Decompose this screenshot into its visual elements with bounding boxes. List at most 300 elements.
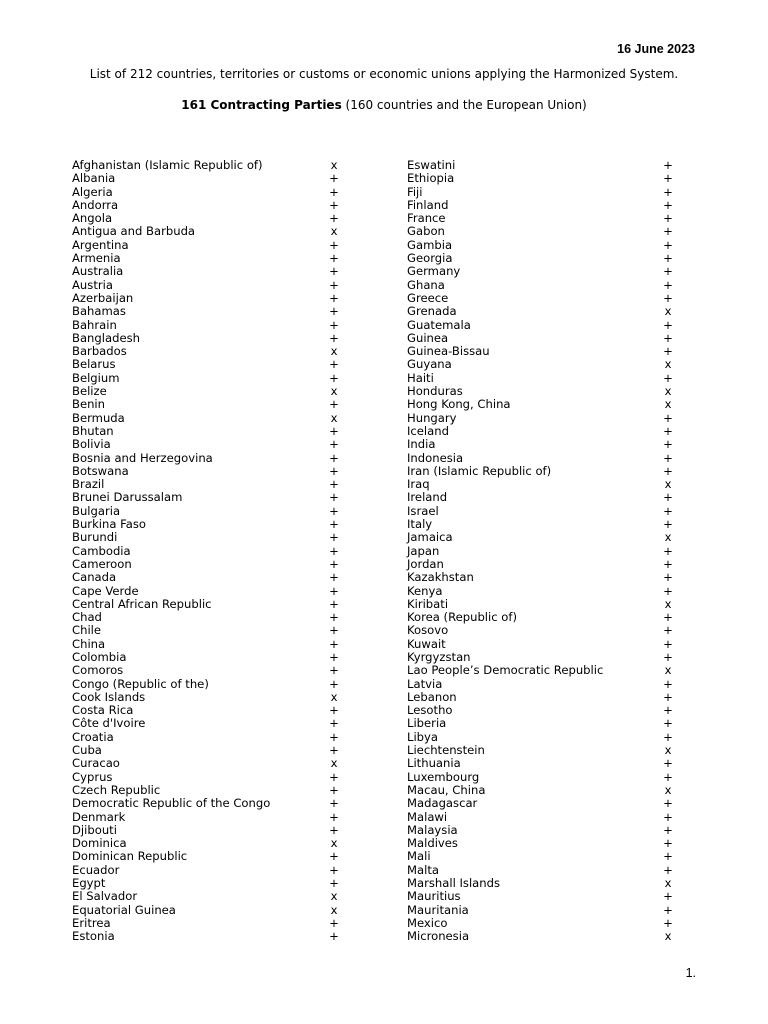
contracting-parties-heading — [0, 98, 768, 112]
country-row — [72, 425, 342, 438]
country-row — [407, 877, 675, 890]
country-row — [407, 518, 675, 531]
status-mark: + — [329, 397, 339, 412]
country-name: Dominican Republic — [72, 849, 188, 864]
country-name: Italy — [407, 517, 433, 532]
country-name: Guatemala — [407, 317, 471, 332]
country-name: Hong Kong, China — [407, 397, 511, 412]
status-mark: x — [664, 477, 672, 492]
country-row — [407, 917, 675, 930]
country-row — [407, 212, 675, 225]
country-row — [72, 771, 342, 784]
country-row — [72, 691, 342, 704]
country-row — [407, 744, 675, 757]
country-row — [407, 558, 675, 571]
country-name: Cuba — [72, 743, 102, 758]
country-row — [407, 611, 675, 624]
status-mark: + — [663, 676, 673, 691]
status-mark: + — [329, 370, 339, 385]
country-name: Bangladesh — [72, 330, 140, 345]
status-mark: x — [664, 743, 672, 758]
country-row — [407, 279, 675, 292]
country-name: Barbados — [72, 344, 127, 359]
document-date: 16 June 2023 — [617, 42, 695, 56]
country-row — [72, 491, 342, 504]
country-row — [72, 598, 342, 611]
country-row — [72, 890, 342, 903]
country-row — [72, 505, 342, 518]
country-row — [407, 890, 675, 903]
contracting-parties-count: 161 Contracting Parties — [181, 98, 342, 112]
country-row — [407, 598, 675, 611]
country-name: Libya — [407, 729, 439, 744]
country-row — [72, 717, 342, 730]
country-name: Belize — [72, 384, 107, 399]
status-mark: + — [663, 344, 673, 359]
country-row — [407, 638, 675, 651]
country-name: Algeria — [72, 184, 113, 199]
country-row — [407, 651, 675, 664]
status-mark: x — [330, 224, 338, 239]
status-mark: + — [329, 423, 339, 438]
country-row — [407, 771, 675, 784]
status-mark: + — [663, 410, 673, 425]
status-mark: + — [663, 583, 673, 598]
status-mark: + — [663, 889, 673, 904]
country-name: France — [407, 211, 446, 226]
status-mark: + — [663, 171, 673, 186]
country-name: Bahrain — [72, 317, 117, 332]
status-mark: x — [330, 756, 338, 771]
country-name: Côte d'Ivoire — [72, 716, 146, 731]
status-mark: x — [330, 410, 338, 425]
country-name: Chad — [72, 610, 102, 625]
status-mark: + — [663, 729, 673, 744]
status-mark: + — [663, 862, 673, 877]
country-name: Cape Verde — [72, 583, 139, 598]
status-mark: + — [329, 676, 339, 691]
status-mark: + — [329, 649, 339, 664]
status-mark: + — [329, 849, 339, 864]
country-name: Hungary — [407, 410, 457, 425]
status-mark: + — [663, 224, 673, 239]
status-mark: + — [329, 543, 339, 558]
status-mark: x — [664, 782, 672, 797]
country-name: Fiji — [407, 184, 423, 199]
country-row — [72, 824, 342, 837]
status-mark: + — [329, 915, 339, 930]
country-row — [72, 478, 342, 491]
country-row — [407, 624, 675, 637]
country-row — [407, 265, 675, 278]
status-mark: x — [330, 689, 338, 704]
status-mark: + — [663, 490, 673, 505]
country-row — [407, 438, 675, 451]
country-row — [72, 518, 342, 531]
country-row — [72, 412, 342, 425]
country-name: Estonia — [72, 929, 115, 944]
country-name: Japan — [407, 543, 440, 558]
country-row — [407, 332, 675, 345]
country-name: Macau, China — [407, 782, 486, 797]
country-row — [407, 824, 675, 837]
country-name: Cyprus — [72, 769, 113, 784]
country-row — [72, 571, 342, 584]
country-name: Democratic Republic of the Congo — [72, 796, 271, 811]
status-mark: + — [663, 769, 673, 784]
country-row — [407, 252, 675, 265]
country-row — [407, 864, 675, 877]
country-row — [72, 917, 342, 930]
country-name: Honduras — [407, 384, 463, 399]
status-mark: x — [664, 929, 672, 944]
status-mark: x — [664, 876, 672, 891]
status-mark: x — [664, 304, 672, 319]
country-row — [72, 279, 342, 292]
status-mark: + — [663, 184, 673, 199]
status-mark: + — [329, 782, 339, 797]
country-name: Guyana — [407, 357, 452, 372]
country-name: Korea (Republic of) — [407, 610, 518, 625]
status-mark: + — [663, 290, 673, 305]
country-name: Cook Islands — [72, 689, 146, 704]
status-mark: + — [663, 636, 673, 651]
country-name: Bhutan — [72, 423, 114, 438]
country-row — [407, 717, 675, 730]
country-row — [72, 159, 342, 172]
country-row — [72, 731, 342, 744]
status-mark: + — [329, 822, 339, 837]
country-name: Austria — [72, 277, 113, 292]
country-row — [72, 438, 342, 451]
country-row — [407, 305, 675, 318]
status-mark: + — [329, 463, 339, 478]
status-mark: + — [329, 477, 339, 492]
status-mark: + — [663, 197, 673, 212]
country-name: Bulgaria — [72, 503, 121, 518]
country-name: Indonesia — [407, 450, 464, 465]
status-mark: + — [663, 277, 673, 292]
country-row — [72, 465, 342, 478]
country-row — [407, 545, 675, 558]
status-mark: x — [664, 663, 672, 678]
country-name: Lao People’s Democratic Republic — [407, 663, 604, 678]
status-mark: + — [663, 517, 673, 532]
country-row — [72, 345, 342, 358]
country-name: Denmark — [72, 809, 126, 824]
status-mark: + — [329, 623, 339, 638]
country-name: Bolivia — [72, 437, 111, 452]
status-mark: + — [329, 290, 339, 305]
country-row — [72, 624, 342, 637]
country-name: India — [407, 437, 436, 452]
country-name: Eritrea — [72, 915, 111, 930]
status-mark: + — [329, 197, 339, 212]
country-name: Malaysia — [407, 822, 458, 837]
country-row — [72, 757, 342, 770]
country-name: Afghanistan (Islamic Republic of) — [72, 158, 263, 172]
country-name: Israel — [407, 503, 439, 518]
country-name: Lebanon — [407, 689, 457, 704]
country-name: Comoros — [72, 663, 124, 678]
status-mark: + — [329, 796, 339, 811]
status-mark: + — [329, 357, 339, 372]
status-mark: + — [329, 876, 339, 891]
country-name: Madagascar — [407, 796, 478, 811]
country-row — [407, 678, 675, 691]
status-mark: x — [330, 384, 338, 399]
status-mark: + — [663, 158, 673, 172]
country-name: Malta — [407, 862, 439, 877]
country-name: Armenia — [72, 251, 121, 266]
country-name: Dominica — [72, 836, 127, 851]
country-name: Azerbaijan — [72, 290, 134, 305]
country-row — [72, 385, 342, 398]
country-row — [72, 704, 342, 717]
status-mark: + — [663, 716, 673, 731]
country-row — [72, 239, 342, 252]
country-name: Brazil — [72, 477, 105, 492]
country-name: Albania — [72, 171, 116, 186]
status-mark: + — [663, 689, 673, 704]
status-mark: x — [330, 344, 338, 359]
country-name: Equatorial Guinea — [72, 902, 176, 917]
country-name: Antigua and Barbuda — [72, 224, 196, 239]
country-row — [407, 505, 675, 518]
status-mark: x — [330, 889, 338, 904]
status-mark: + — [663, 450, 673, 465]
country-row — [407, 425, 675, 438]
country-name: Ethiopia — [407, 171, 455, 186]
country-row — [72, 531, 342, 544]
status-mark: + — [663, 836, 673, 851]
status-mark: + — [329, 171, 339, 186]
status-mark: + — [329, 503, 339, 518]
status-mark: + — [329, 277, 339, 292]
country-name: Australia — [72, 264, 124, 279]
status-mark: + — [329, 304, 339, 319]
country-row — [72, 452, 342, 465]
status-mark: + — [663, 251, 673, 266]
country-row — [72, 678, 342, 691]
country-name: Liechtenstein — [407, 743, 485, 758]
country-name: El Salvador — [72, 889, 138, 904]
country-name: Maldives — [407, 836, 458, 851]
country-name: Canada — [72, 570, 117, 585]
country-name: Mexico — [407, 915, 448, 930]
country-name: Kiribati — [407, 596, 449, 611]
status-mark: + — [663, 237, 673, 252]
country-row — [72, 904, 342, 917]
country-name: Andorra — [72, 197, 119, 212]
status-mark: + — [663, 211, 673, 226]
country-row — [407, 691, 675, 704]
country-row — [72, 877, 342, 890]
status-mark: x — [330, 158, 338, 172]
country-row — [72, 305, 342, 318]
country-row — [407, 186, 675, 199]
country-row — [72, 837, 342, 850]
country-name: Egypt — [72, 876, 106, 891]
country-name: Marshall Islands — [407, 876, 501, 891]
country-row — [407, 784, 675, 797]
country-name: Guinea-Bissau — [407, 344, 490, 359]
country-name: Central African Republic — [72, 596, 212, 611]
country-name: Kazakhstan — [407, 570, 474, 585]
country-name: Germany — [407, 264, 461, 279]
status-mark: + — [329, 251, 339, 266]
country-name: Burundi — [72, 530, 118, 545]
status-mark: + — [329, 636, 339, 651]
country-row — [72, 212, 342, 225]
country-name: China — [72, 636, 106, 651]
status-mark: + — [329, 556, 339, 571]
country-name: Bahamas — [72, 304, 126, 319]
country-row — [72, 797, 342, 810]
country-row — [72, 319, 342, 332]
status-mark: + — [663, 849, 673, 864]
status-mark: x — [330, 836, 338, 851]
country-row — [407, 372, 675, 385]
country-name: Ghana — [407, 277, 445, 292]
status-mark: + — [663, 317, 673, 332]
country-name: Latvia — [407, 676, 443, 691]
status-mark: + — [329, 530, 339, 545]
country-name: Botswana — [72, 463, 129, 478]
status-mark: + — [329, 716, 339, 731]
status-mark: + — [329, 517, 339, 532]
country-row — [72, 864, 342, 877]
country-name: Micronesia — [407, 929, 470, 944]
status-mark: + — [663, 822, 673, 837]
status-mark: + — [329, 809, 339, 824]
status-mark: + — [329, 769, 339, 784]
country-name: Djibouti — [72, 822, 117, 837]
country-row — [407, 930, 675, 943]
country-row — [72, 930, 342, 943]
status-mark: + — [329, 743, 339, 758]
country-name: Brunei Darussalam — [72, 490, 183, 505]
country-row — [407, 345, 675, 358]
status-mark: + — [329, 729, 339, 744]
country-row — [407, 664, 675, 677]
country-row — [72, 186, 342, 199]
country-row — [72, 332, 342, 345]
status-mark: + — [663, 370, 673, 385]
status-mark: + — [663, 556, 673, 571]
country-row — [407, 850, 675, 863]
country-name: Malawi — [407, 809, 448, 824]
country-row — [407, 571, 675, 584]
country-name: Ireland — [407, 490, 448, 505]
country-row — [72, 558, 342, 571]
country-row — [72, 850, 342, 863]
country-name: Cambodia — [72, 543, 131, 558]
country-row — [407, 757, 675, 770]
country-row — [72, 358, 342, 371]
country-row — [407, 412, 675, 425]
country-row — [72, 199, 342, 212]
status-mark: + — [663, 543, 673, 558]
country-row — [72, 638, 342, 651]
status-mark: + — [329, 583, 339, 598]
country-row — [72, 252, 342, 265]
status-mark: + — [663, 703, 673, 718]
country-row — [407, 465, 675, 478]
country-row — [72, 372, 342, 385]
country-name: Lithuania — [407, 756, 461, 771]
status-mark: + — [329, 610, 339, 625]
country-name: Colombia — [72, 649, 127, 664]
country-name: Liberia — [407, 716, 447, 731]
country-row — [72, 664, 342, 677]
status-mark: x — [664, 596, 672, 611]
country-name: Finland — [407, 197, 449, 212]
country-name: Greece — [407, 290, 449, 305]
status-mark: x — [664, 530, 672, 545]
country-row — [407, 491, 675, 504]
country-name: Eswatini — [407, 158, 456, 172]
country-row — [72, 585, 342, 598]
country-row — [407, 172, 675, 185]
country-name: Czech Republic — [72, 782, 161, 797]
status-mark: + — [663, 330, 673, 345]
country-name: Bosnia and Herzegovina — [72, 450, 213, 465]
country-name: Angola — [72, 211, 113, 226]
left-country-column — [72, 159, 342, 944]
country-row — [407, 452, 675, 465]
country-row — [72, 611, 342, 624]
country-row — [407, 239, 675, 252]
country-name: Mauritania — [407, 902, 469, 917]
country-name: Kenya — [407, 583, 443, 598]
country-name: Georgia — [407, 251, 453, 266]
status-mark: + — [329, 211, 339, 226]
country-row — [72, 744, 342, 757]
country-row — [407, 478, 675, 491]
country-name: Luxembourg — [407, 769, 480, 784]
status-mark: + — [663, 423, 673, 438]
status-mark: + — [329, 596, 339, 611]
country-name: Kuwait — [407, 636, 446, 651]
country-row — [72, 172, 342, 185]
status-mark: x — [664, 397, 672, 412]
country-name: Congo (Republic of the) — [72, 676, 209, 691]
status-mark: + — [663, 623, 673, 638]
status-mark: + — [329, 570, 339, 585]
country-name: Jamaica — [407, 530, 453, 545]
country-row — [407, 292, 675, 305]
right-country-column — [407, 159, 675, 944]
country-row — [72, 292, 342, 305]
country-row — [72, 265, 342, 278]
country-name: Burkina Faso — [72, 517, 146, 532]
status-mark: + — [329, 264, 339, 279]
country-row — [407, 585, 675, 598]
country-row — [407, 704, 675, 717]
country-row — [72, 811, 342, 824]
country-row — [407, 199, 675, 212]
country-name: Gambia — [407, 237, 453, 252]
status-mark: + — [663, 809, 673, 824]
status-mark: + — [329, 317, 339, 332]
country-row — [407, 225, 675, 238]
country-row — [72, 545, 342, 558]
country-name: Haiti — [407, 370, 434, 385]
page-number: 1. — [685, 966, 696, 980]
country-row — [407, 731, 675, 744]
country-row — [407, 398, 675, 411]
